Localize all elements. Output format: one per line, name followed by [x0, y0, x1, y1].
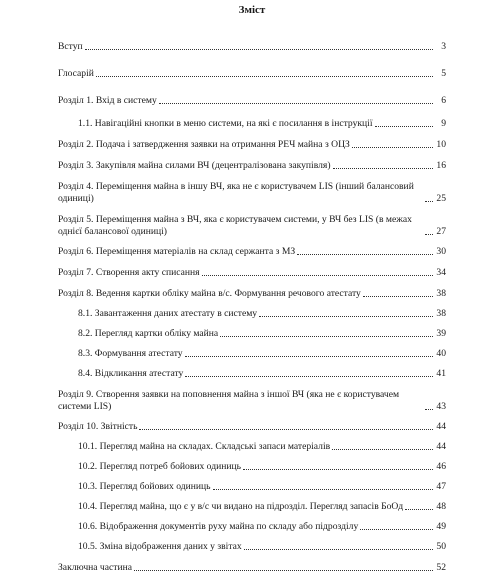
toc-entry-row [78, 308, 446, 320]
toc-entry-row [78, 348, 446, 360]
toc-entry [58, 139, 446, 151]
toc-entry-row [58, 389, 446, 413]
toc-entry [58, 368, 446, 380]
toc-page-number: 39 [436, 328, 446, 339]
dot-leader [425, 201, 433, 202]
toc-page-number: 34 [436, 267, 446, 278]
toc-page-number: 44 [436, 441, 446, 452]
toc-entry [58, 68, 446, 80]
toc-page-number: 25 [436, 193, 446, 204]
toc-entry [58, 348, 446, 360]
toc-entry-title: Розділ 3. Закупівля майна силами ВЧ (децентралізована закупівля) [58, 160, 331, 171]
toc-entry-title: Розділ 2. Подача і затвердження заявки на отримання РЕЧ майна з ОЦЗ [58, 139, 350, 150]
toc-entry-row [58, 214, 446, 238]
toc-page-number: 46 [436, 461, 446, 472]
toc-entry-title: Розділ 1. Вхід в систему [58, 95, 157, 106]
toc-page-number: 10 [436, 139, 446, 150]
toc-entry [58, 481, 446, 493]
toc-entry [58, 181, 446, 205]
toc-page-number: 52 [436, 562, 446, 573]
toc-entry-row [58, 288, 446, 300]
toc-entry [58, 267, 446, 279]
toc-entry-row [78, 541, 446, 553]
toc-entry [58, 41, 446, 53]
toc-entry [58, 421, 446, 433]
dot-leader [333, 168, 433, 169]
toc-entry-title: 10.3. Перегляд бойових одиниць [78, 481, 211, 492]
toc-page-number: 3 [441, 41, 446, 52]
toc-page-number: 49 [436, 521, 446, 532]
toc-page-number: 38 [436, 308, 446, 319]
toc-entry [58, 461, 446, 473]
toc-entry-row [58, 139, 446, 151]
toc-page-number: 30 [436, 246, 446, 257]
toc-entry [58, 328, 446, 340]
dot-leader [243, 469, 433, 470]
toc-page-number: 40 [436, 348, 446, 359]
dot-leader [352, 147, 433, 148]
toc-entry-title: Розділ 10. Звітність [58, 421, 138, 432]
table-of-contents [58, 41, 446, 574]
dot-leader [405, 509, 433, 510]
toc-entry-row [78, 521, 446, 533]
dot-leader [360, 529, 433, 530]
dot-leader [259, 316, 433, 317]
toc-page-number: 47 [436, 481, 446, 492]
toc-entry-row [58, 95, 446, 107]
toc-entry-row [58, 246, 446, 258]
dot-leader [332, 449, 433, 450]
toc-entry-title: 10.1. Перегляд майна на складах. Складські запаси матеріалів [78, 441, 331, 452]
toc-page-number: 43 [436, 401, 446, 412]
dot-leader [363, 296, 433, 297]
toc-entry-title: 8.3. Формування атестату [78, 348, 183, 359]
document-page [0, 2, 500, 573]
toc-entry-title: 8.1. Завантаження даних атестату в систему [78, 308, 258, 319]
toc-entry-row [58, 41, 446, 53]
dot-leader [185, 376, 433, 377]
toc-entry [58, 246, 446, 258]
toc-entry-row [78, 501, 446, 513]
toc-entry [58, 389, 446, 413]
dot-leader [85, 49, 433, 50]
toc-entry-title: Розділ 4. Переміщення майна в іншу ВЧ, яка не є користувачем LIS (інший балансовий одиниці) [58, 181, 414, 204]
toc-entry [58, 308, 446, 320]
dot-leader [375, 126, 434, 127]
toc-entry-title: 8.2. Перегляд картки обліку майна [78, 328, 219, 339]
dot-leader [96, 76, 433, 77]
toc-page-number: 6 [441, 95, 446, 106]
toc-entry-title: 8.4. Відкликання атестату [78, 368, 184, 379]
toc-entry-row [78, 328, 446, 340]
dot-leader [297, 254, 433, 255]
toc-page-number: 41 [436, 368, 446, 379]
toc-entry [58, 541, 446, 553]
toc-entry [58, 521, 446, 533]
toc-entry-row [78, 441, 446, 453]
toc-page-number: 9 [441, 118, 446, 129]
toc-entry [58, 95, 446, 107]
toc-entry-title: Розділ 7. Створення акту списання [58, 267, 200, 278]
toc-entry-title: 10.6. Відображення документів руху майна по складу або підрозділу [78, 521, 359, 532]
toc-entry-title: 10.4. Перегляд майна, що є у в/с чи видано на підрозділ. Перегляд запасів БоОд [78, 501, 404, 512]
toc-entry-title: Вступ [58, 41, 83, 52]
toc-entry-row [58, 181, 446, 205]
toc-entry-row [78, 118, 446, 130]
dot-leader [220, 336, 433, 337]
toc-entry-row [78, 368, 446, 380]
toc-entry-row [58, 421, 446, 433]
toc-page-number: 27 [436, 226, 446, 237]
page-title: Зміст [238, 4, 266, 16]
toc-entry-title: 1.1. Навігаційні кнопки в меню системи, на які є посилання в інструкції [78, 118, 373, 129]
toc-entry-row [58, 267, 446, 279]
toc-entry-row [78, 481, 446, 493]
toc-entry-title: Розділ 9. Створення заявки на поповнення майна з іншої ВЧ (яка не є користувачем системи LIS) [58, 389, 400, 412]
dot-leader [159, 103, 433, 104]
dot-leader [139, 429, 433, 430]
dot-leader [134, 570, 433, 571]
toc-entry-row [58, 562, 446, 574]
toc-entry [58, 501, 446, 513]
toc-entry-row [78, 461, 446, 473]
toc-page-number: 38 [436, 288, 446, 299]
toc-entry [58, 118, 446, 130]
toc-entry-title: 10.5. Зміна відображення даних у звітах [78, 541, 242, 552]
toc-entry [58, 214, 446, 238]
toc-entry-title: Розділ 8. Ведення картки обліку майна в/с. Формування речового атестату [58, 288, 361, 299]
toc-entry [58, 562, 446, 574]
dot-leader [244, 549, 433, 550]
toc-entry-row [58, 160, 446, 172]
toc-entry-title: Заключна частина [58, 562, 132, 573]
toc-entry-title: 10.2. Перегляд потреб бойових одиниць [78, 461, 241, 472]
toc-page-number: 48 [436, 501, 446, 512]
toc-entry [58, 160, 446, 172]
dot-leader [425, 409, 433, 410]
dot-leader [185, 356, 433, 357]
dot-leader [425, 234, 433, 235]
toc-entry-title: Розділ 5. Переміщення майна з ВЧ, яка є користувачем системи, у ВЧ без LIS (в межах однієї балансової одиниці) [58, 214, 412, 237]
dot-leader [202, 275, 433, 276]
toc-entry [58, 441, 446, 453]
toc-entry-row [58, 68, 446, 80]
toc-page-number: 16 [436, 160, 446, 171]
dot-leader [213, 489, 433, 490]
toc-page-number: 50 [436, 541, 446, 552]
toc-page-number: 5 [441, 68, 446, 79]
toc-entry [58, 288, 446, 300]
toc-entry-title: Глосарій [58, 68, 94, 79]
toc-entry-title: Розділ 6. Переміщення матеріалів на склад сержанта з МЗ [58, 246, 296, 257]
toc-page-number: 44 [436, 421, 446, 432]
